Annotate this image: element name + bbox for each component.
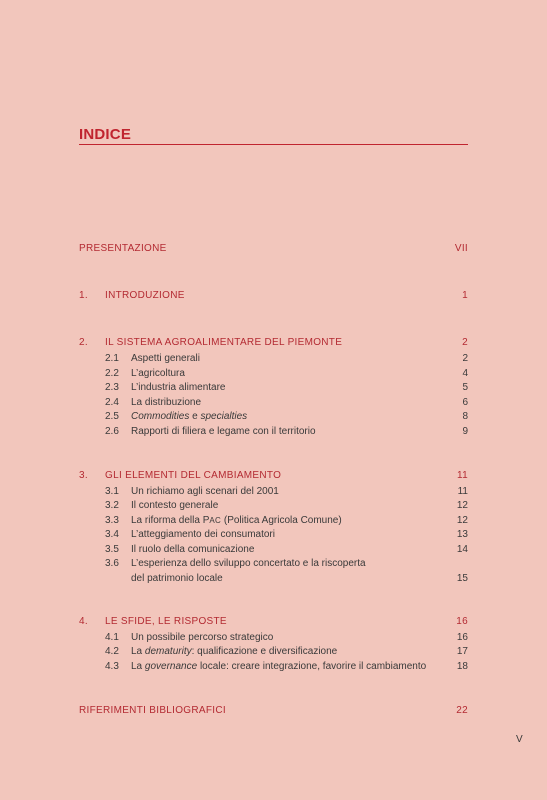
section-number: 3.2: [105, 500, 119, 511]
toc-section-3-3: [105, 515, 468, 529]
toc-page-number: 16: [456, 632, 468, 643]
toc-page-number: 2: [462, 353, 468, 364]
title-italic-part: Commodities: [131, 411, 190, 422]
section-number: 2.5: [105, 411, 119, 422]
toc-page-number: 22: [456, 705, 468, 716]
section-title: Aspetti generali: [131, 353, 200, 364]
section-title: Il ruolo della comunicazione: [131, 544, 255, 555]
toc-page-number: 6: [462, 397, 468, 408]
chapter-number: 1.: [79, 290, 88, 301]
toc-section-3-6: [105, 558, 468, 572]
section-title: L’industria alimentare: [131, 382, 226, 393]
toc-page-number: 14: [456, 544, 468, 555]
section-number: 3.5: [105, 544, 119, 555]
toc-section-4-3: [105, 661, 468, 675]
title-part: La: [131, 661, 145, 672]
toc-section-3-4: [105, 529, 468, 543]
page-folio: V: [516, 734, 523, 745]
chapter-number: 3.: [79, 470, 88, 481]
section-title: L’atteggiamento dei consumatori: [131, 529, 275, 540]
toc-page-number: 18: [456, 661, 468, 672]
toc-section-3-1: [105, 486, 468, 500]
toc-page-number: 15: [456, 573, 468, 584]
toc-page-number: 12: [456, 515, 468, 526]
section-title: Il contesto generale: [131, 500, 219, 511]
title-underline: [79, 144, 468, 145]
chapter-title: GLI ELEMENTI DEL CAMBIAMENTO: [105, 470, 282, 481]
toc-label: RIFERIMENTI BIBLIOGRAFICI: [79, 705, 226, 716]
toc-section-2-6: [105, 426, 468, 440]
section-number: 3.6: [105, 558, 119, 569]
section-title: [131, 515, 342, 526]
chapter-title: INTRODUZIONE: [105, 290, 185, 301]
chapter-title: LE SFIDE, LE RISPOSTE: [105, 616, 227, 627]
toc-page-number: 11: [457, 470, 468, 481]
toc-entry-presentazione: [79, 243, 468, 257]
section-title: Un possibile percorso strategico: [131, 632, 274, 643]
section-title: La distribuzione: [131, 397, 202, 408]
section-title-line-2: del patrimonio locale: [131, 573, 223, 584]
section-number: 2.3: [105, 382, 119, 393]
toc-label: PRESENTAZIONE: [79, 243, 167, 254]
toc-section-4-1: [105, 632, 468, 646]
toc-section-3-5: [105, 544, 468, 558]
toc-page-number: VII: [454, 243, 468, 254]
toc-chapter-3: [79, 470, 468, 484]
section-number: 4.2: [105, 646, 119, 657]
toc-page-number: 2: [462, 337, 468, 348]
toc-page-number: 16: [456, 616, 468, 627]
page-title: INDICE: [79, 126, 132, 143]
toc-page-number: 11: [457, 486, 468, 497]
toc-chapter-2: [79, 337, 468, 351]
title-italic-part: dematurity: [144, 646, 192, 657]
toc-chapter-4: [79, 616, 468, 630]
section-number: 2.4: [105, 397, 119, 408]
toc-chapter-1: [79, 290, 468, 304]
toc-section-2-4: [105, 397, 468, 411]
chapter-title: IL SISTEMA AGROALIMENTARE DEL PIEMONTE: [105, 337, 343, 348]
small-caps-initial: P: [202, 515, 210, 526]
section-title: Un richiamo agli scenari del 2001: [131, 486, 279, 497]
chapter-number: 2.: [79, 337, 88, 348]
toc-section-2-1: [105, 353, 468, 367]
section-title: [131, 411, 247, 422]
section-title-line-1: L’esperienza dello sviluppo concertato e la riscoperta: [131, 558, 366, 569]
title-part: (Politica Agricola Comune): [221, 515, 342, 526]
title-part: La riforma della: [131, 515, 203, 526]
section-title: [131, 646, 337, 657]
title-part: La: [131, 646, 145, 657]
toc-section-2-2: [105, 368, 468, 382]
section-title: L’agricoltura: [131, 368, 185, 379]
small-caps-part: AC: [209, 516, 222, 525]
section-title: [131, 661, 426, 672]
toc-section-2-3: [105, 382, 468, 396]
title-part: : qualificazione e diversificazione: [191, 646, 338, 657]
toc-page-number: 5: [462, 382, 468, 393]
title-italic-part: specialties: [200, 411, 248, 422]
toc-page-number: 12: [456, 500, 468, 511]
title-part: e: [189, 411, 201, 422]
toc-section-3-2: [105, 500, 468, 514]
section-number: 4.1: [105, 632, 119, 643]
section-title: Rapporti di filiera e legame con il territorio: [131, 426, 316, 437]
toc-page-number: 9: [462, 426, 468, 437]
toc-page-number: 8: [462, 411, 468, 422]
toc-section-4-2: [105, 646, 468, 660]
section-number: 2.6: [105, 426, 119, 437]
section-number: 3.4: [105, 529, 119, 540]
section-number: 2.1: [105, 353, 119, 364]
title-part: locale: creare integrazione, favorire il cambiamento: [197, 661, 427, 672]
toc-section-2-5: [105, 411, 468, 425]
toc-page-number: 13: [456, 529, 468, 540]
section-number: 3.1: [105, 486, 119, 497]
toc-entry-riferimenti: [79, 705, 468, 719]
chapter-number: 4.: [79, 616, 88, 627]
section-number: 3.3: [105, 515, 119, 526]
section-number: 4.3: [105, 661, 119, 672]
toc-page-number: 1: [462, 290, 468, 301]
toc-section-3-6-continued: [105, 573, 468, 587]
toc-page-number: 4: [462, 368, 468, 379]
toc-page-number: 17: [456, 646, 468, 657]
section-number: 2.2: [105, 368, 119, 379]
title-italic-part: governance: [144, 661, 198, 672]
